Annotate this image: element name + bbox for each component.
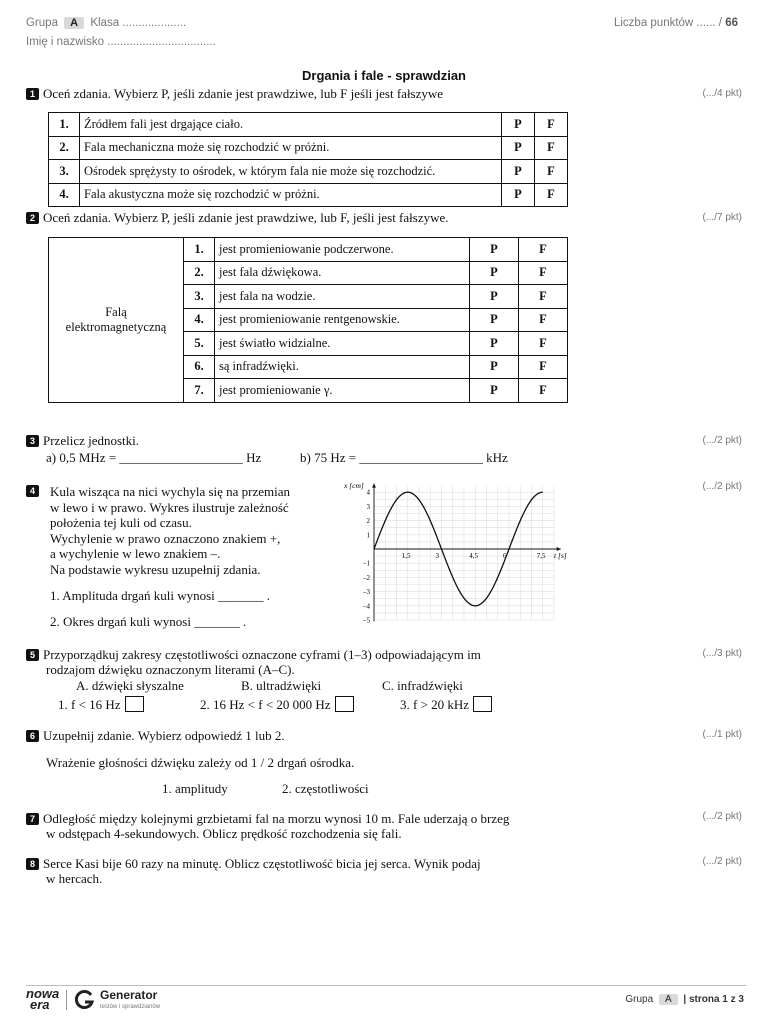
q1-points: (.../4 pkt): [702, 88, 742, 99]
x-tick-label: 1,5: [401, 552, 411, 560]
false-option[interactable]: F: [535, 160, 568, 184]
false-option[interactable]: F: [519, 285, 568, 309]
y-tick-label: 3: [366, 502, 370, 511]
table-row: [49, 238, 568, 262]
true-option[interactable]: P: [502, 183, 535, 207]
y-tick-label: 1: [366, 531, 370, 540]
true-option[interactable]: P: [470, 285, 519, 309]
q7-line1: Odległość między kolejnymi grzbietami fal na morzu wynosi 10 m. Fale uderzają o brzeg: [43, 811, 510, 826]
q5-item-3: [400, 696, 492, 713]
points-label: Liczba punktów ...... /: [613, 17, 722, 29]
footer-page-text: | strona 1 z 3: [683, 994, 744, 1005]
statement-text: Fala akustyczna może się rozchodzić w próżni.: [80, 183, 502, 207]
row-number: 3.: [49, 160, 80, 184]
true-option[interactable]: P: [470, 308, 519, 332]
q5-answer-box-3[interactable]: [473, 696, 492, 712]
q1-number: 1: [26, 88, 39, 100]
q4-line: a wychylenie w lewo znakiem –.: [50, 546, 221, 561]
q4-line: Wychylenie w prawo oznaczono znakiem +,: [50, 530, 281, 546]
group-line: [26, 17, 186, 29]
row-number: 4.: [49, 183, 80, 207]
q3-b: b) 75 Hz = ___________________ kHz: [300, 450, 508, 465]
false-option[interactable]: F: [519, 379, 568, 403]
q5-points: (.../3 pkt): [702, 648, 742, 659]
y-axis-arrow: [372, 484, 376, 488]
q7-number: 7: [26, 813, 39, 825]
q2-table: [48, 237, 568, 403]
q6-number: 6: [26, 730, 39, 742]
q1-prompt: [26, 86, 443, 102]
page-title: Drgania i fale - sprawdzian: [302, 68, 466, 83]
q4-sentence-1: 1. Amplituda drgań kuli wynosi _______ .: [50, 588, 271, 603]
statement-text: Źródłem fali jest drgające ciało.: [80, 113, 502, 137]
false-option[interactable]: F: [535, 183, 568, 207]
statement-text: są infradźwięki.: [215, 355, 470, 379]
table-row: [49, 136, 568, 160]
q2-prompt: [26, 210, 449, 226]
true-option[interactable]: P: [470, 261, 519, 285]
q6-prompt: [26, 728, 285, 744]
q5-item-2-text: 2. 16 Hz < f < 20 000 Hz: [200, 697, 331, 712]
statement-text: jest promieniowanie rentgenowskie.: [215, 308, 470, 332]
x-tick-label: 3: [435, 552, 439, 560]
logo-word-1: nowa: [26, 986, 60, 1001]
true-option[interactable]: P: [470, 238, 519, 262]
q2-points: (.../7 pkt): [702, 212, 742, 223]
y-tick-label: –4: [363, 602, 370, 611]
points-max: 66: [725, 17, 738, 29]
q4-line: Kula wisząca na nici wychyla się na przemian: [50, 484, 291, 499]
true-option[interactable]: P: [470, 332, 519, 356]
q4-line: położenia tej kuli od czasu.: [50, 515, 192, 530]
true-option[interactable]: P: [502, 136, 535, 160]
chart-xlabel: t [s]: [554, 551, 567, 560]
q4-description: [50, 484, 290, 577]
false-option[interactable]: F: [535, 113, 568, 137]
x-tick-label: 6: [503, 552, 507, 560]
generator-subtitle: testów i sprawdzianów: [100, 1004, 161, 1010]
nowa-era-logo: [26, 988, 59, 1010]
statement-text: jest fala dźwiękowa.: [215, 261, 470, 285]
q5-answer-box-1[interactable]: [125, 696, 144, 712]
footer-divider: [26, 985, 746, 986]
q8-points: (.../2 pkt): [702, 856, 742, 867]
lead-line-2: elektromagnetyczną: [65, 319, 167, 334]
false-option[interactable]: F: [519, 238, 568, 262]
q5-answer-box-2[interactable]: [335, 696, 354, 712]
footer-group-badge: A: [659, 994, 678, 1005]
q5-item-1-text: 1. f < 16 Hz: [58, 697, 121, 712]
q5-item-1: [58, 696, 144, 713]
x-tick-label: 7,5: [536, 552, 546, 560]
true-option[interactable]: P: [502, 160, 535, 184]
statement-text: jest światło widzialne.: [215, 332, 470, 356]
row-number: 6.: [184, 355, 215, 379]
table-row: [49, 113, 568, 137]
points-summary: [614, 17, 738, 29]
q3-a: a) 0,5 MHz = ___________________ Hz: [46, 450, 262, 465]
q5-item-2: [200, 696, 354, 713]
q4-number: 4: [26, 485, 39, 497]
q5-option-c: C. infradźwięki: [382, 678, 463, 693]
q6-option-1[interactable]: 1. amplitudy: [162, 781, 228, 796]
q5-item-3-text: 3. f > 20 kHz: [400, 697, 470, 712]
group-label: Grupa: [26, 17, 58, 29]
generator-g-icon: [74, 989, 96, 1011]
q3-prompt: [26, 433, 139, 449]
q8-prompt: [26, 856, 481, 872]
row-number: 5.: [184, 332, 215, 356]
false-option[interactable]: F: [535, 136, 568, 160]
lead-line-1: Falą: [105, 304, 127, 319]
q5-line2: rodzajom dźwięku oznaczonym literami (A–C).: [46, 662, 295, 677]
y-tick-label: –3: [363, 588, 370, 597]
q5-option-b: B. ultradźwięki: [241, 678, 322, 693]
lead-phrase: [49, 238, 184, 403]
y-tick-label: –1: [363, 559, 370, 568]
page-indicator: [625, 994, 744, 1005]
statement-text: Fala mechaniczna może się rozchodzić w próżni.: [80, 136, 502, 160]
name-label: Imię i nazwisko ..................................: [26, 36, 216, 48]
q5-number: 5: [26, 649, 39, 661]
q6-option-2[interactable]: 2. częstotliwości: [282, 781, 369, 796]
false-option[interactable]: F: [519, 261, 568, 285]
false-option[interactable]: F: [519, 355, 568, 379]
q7-points: (.../2 pkt): [702, 811, 742, 822]
q2-text: Oceń zdania. Wybierz P, jeśli zdanie jest prawdziwe, lub F, jeśli jest fałszywe.: [43, 210, 449, 225]
q2-number: 2: [26, 212, 39, 224]
row-number: 3.: [184, 285, 215, 309]
q3-text: Przelicz jednostki.: [43, 433, 140, 448]
footer-group-label: Grupa: [625, 994, 654, 1005]
q4-line: Na podstawie wykresu uzupełnij zdania.: [50, 561, 261, 577]
table-row: [49, 160, 568, 184]
q8-line2: w hercach.: [46, 871, 103, 886]
row-number: 7.: [184, 379, 215, 403]
q5-line1: Przyporządkuj zakresy częstotliwości oznaczone cyframi (1–3) odpowiadającym im: [43, 647, 481, 662]
y-tick-label: 2: [366, 517, 370, 526]
generator-title: Generator: [100, 988, 158, 1002]
y-tick-label: –5: [363, 616, 370, 625]
y-tick-label: –2: [363, 573, 370, 582]
q4-sentence-2: 2. Okres drgań kuli wynosi _______ .: [50, 614, 247, 629]
group-badge: A: [64, 17, 84, 29]
q6-text: Uzupełnij zdanie. Wybierz odpowiedź 1 lub 2.: [43, 728, 285, 743]
q5-option-a: A. dźwięki słyszalne: [76, 678, 184, 693]
true-option[interactable]: P: [502, 113, 535, 137]
q4-points: (.../2 pkt): [702, 481, 742, 492]
q4-line: w lewo i w prawo. Wykres ilustruje zależność: [50, 499, 289, 515]
true-option[interactable]: P: [470, 379, 519, 403]
class-label: Klasa ....................: [90, 17, 187, 29]
statement-text: jest promieniowanie γ.: [215, 379, 470, 403]
row-number: 2.: [49, 136, 80, 160]
logo-separator: [66, 990, 67, 1010]
q8-number: 8: [26, 858, 39, 870]
q1-text: Oceń zdania. Wybierz P, jeśli zdanie jest prawdziwe, lub F jeśli jest fałszywe: [43, 86, 444, 101]
q1-table: [48, 112, 568, 207]
statement-text: Ośrodek sprężysty to ośrodek, w którym fala nie może się rozchodzić.: [80, 160, 502, 184]
true-option[interactable]: P: [470, 355, 519, 379]
generator-logo: [74, 989, 96, 1016]
generator-text: [100, 990, 160, 1012]
row-number: 4.: [184, 308, 215, 332]
row-number: 2.: [184, 261, 215, 285]
logo-word-2: era: [30, 997, 50, 1012]
false-option[interactable]: F: [519, 332, 568, 356]
q6-sentence: Wrażenie głośności dźwięku zależy od 1 / 2 drgań ośrodka.: [46, 755, 355, 770]
statement-text: jest promieniowanie podczerwone.: [215, 238, 470, 262]
row-number: 1.: [49, 113, 80, 137]
chart-ylabel: x [cm]: [344, 480, 364, 490]
q7-line2: w odstępach 4-sekundowych. Oblicz prędkość rozchodzenia się fali.: [46, 826, 402, 841]
false-option[interactable]: F: [519, 308, 568, 332]
q6-points: (.../1 pkt): [702, 729, 742, 740]
q7-prompt: [26, 811, 509, 827]
row-number: 1.: [184, 238, 215, 262]
q4-number-wrap: [26, 483, 43, 499]
q3-points: (.../2 pkt): [702, 435, 742, 446]
chart-ticks: [362, 489, 546, 625]
y-tick-label: 4: [366, 488, 370, 497]
oscillation-chart: [338, 478, 570, 636]
q8-line1: Serce Kasi bije 60 razy na minutę. Oblicz częstotliwość bicia jej serca. Wynik podaj: [43, 856, 481, 871]
table-row: [49, 183, 568, 207]
x-tick-label: 4,5: [469, 552, 478, 560]
statement-text: jest fala na wodzie.: [215, 285, 470, 309]
q3-number: 3: [26, 435, 39, 447]
q5-prompt: [26, 647, 481, 663]
